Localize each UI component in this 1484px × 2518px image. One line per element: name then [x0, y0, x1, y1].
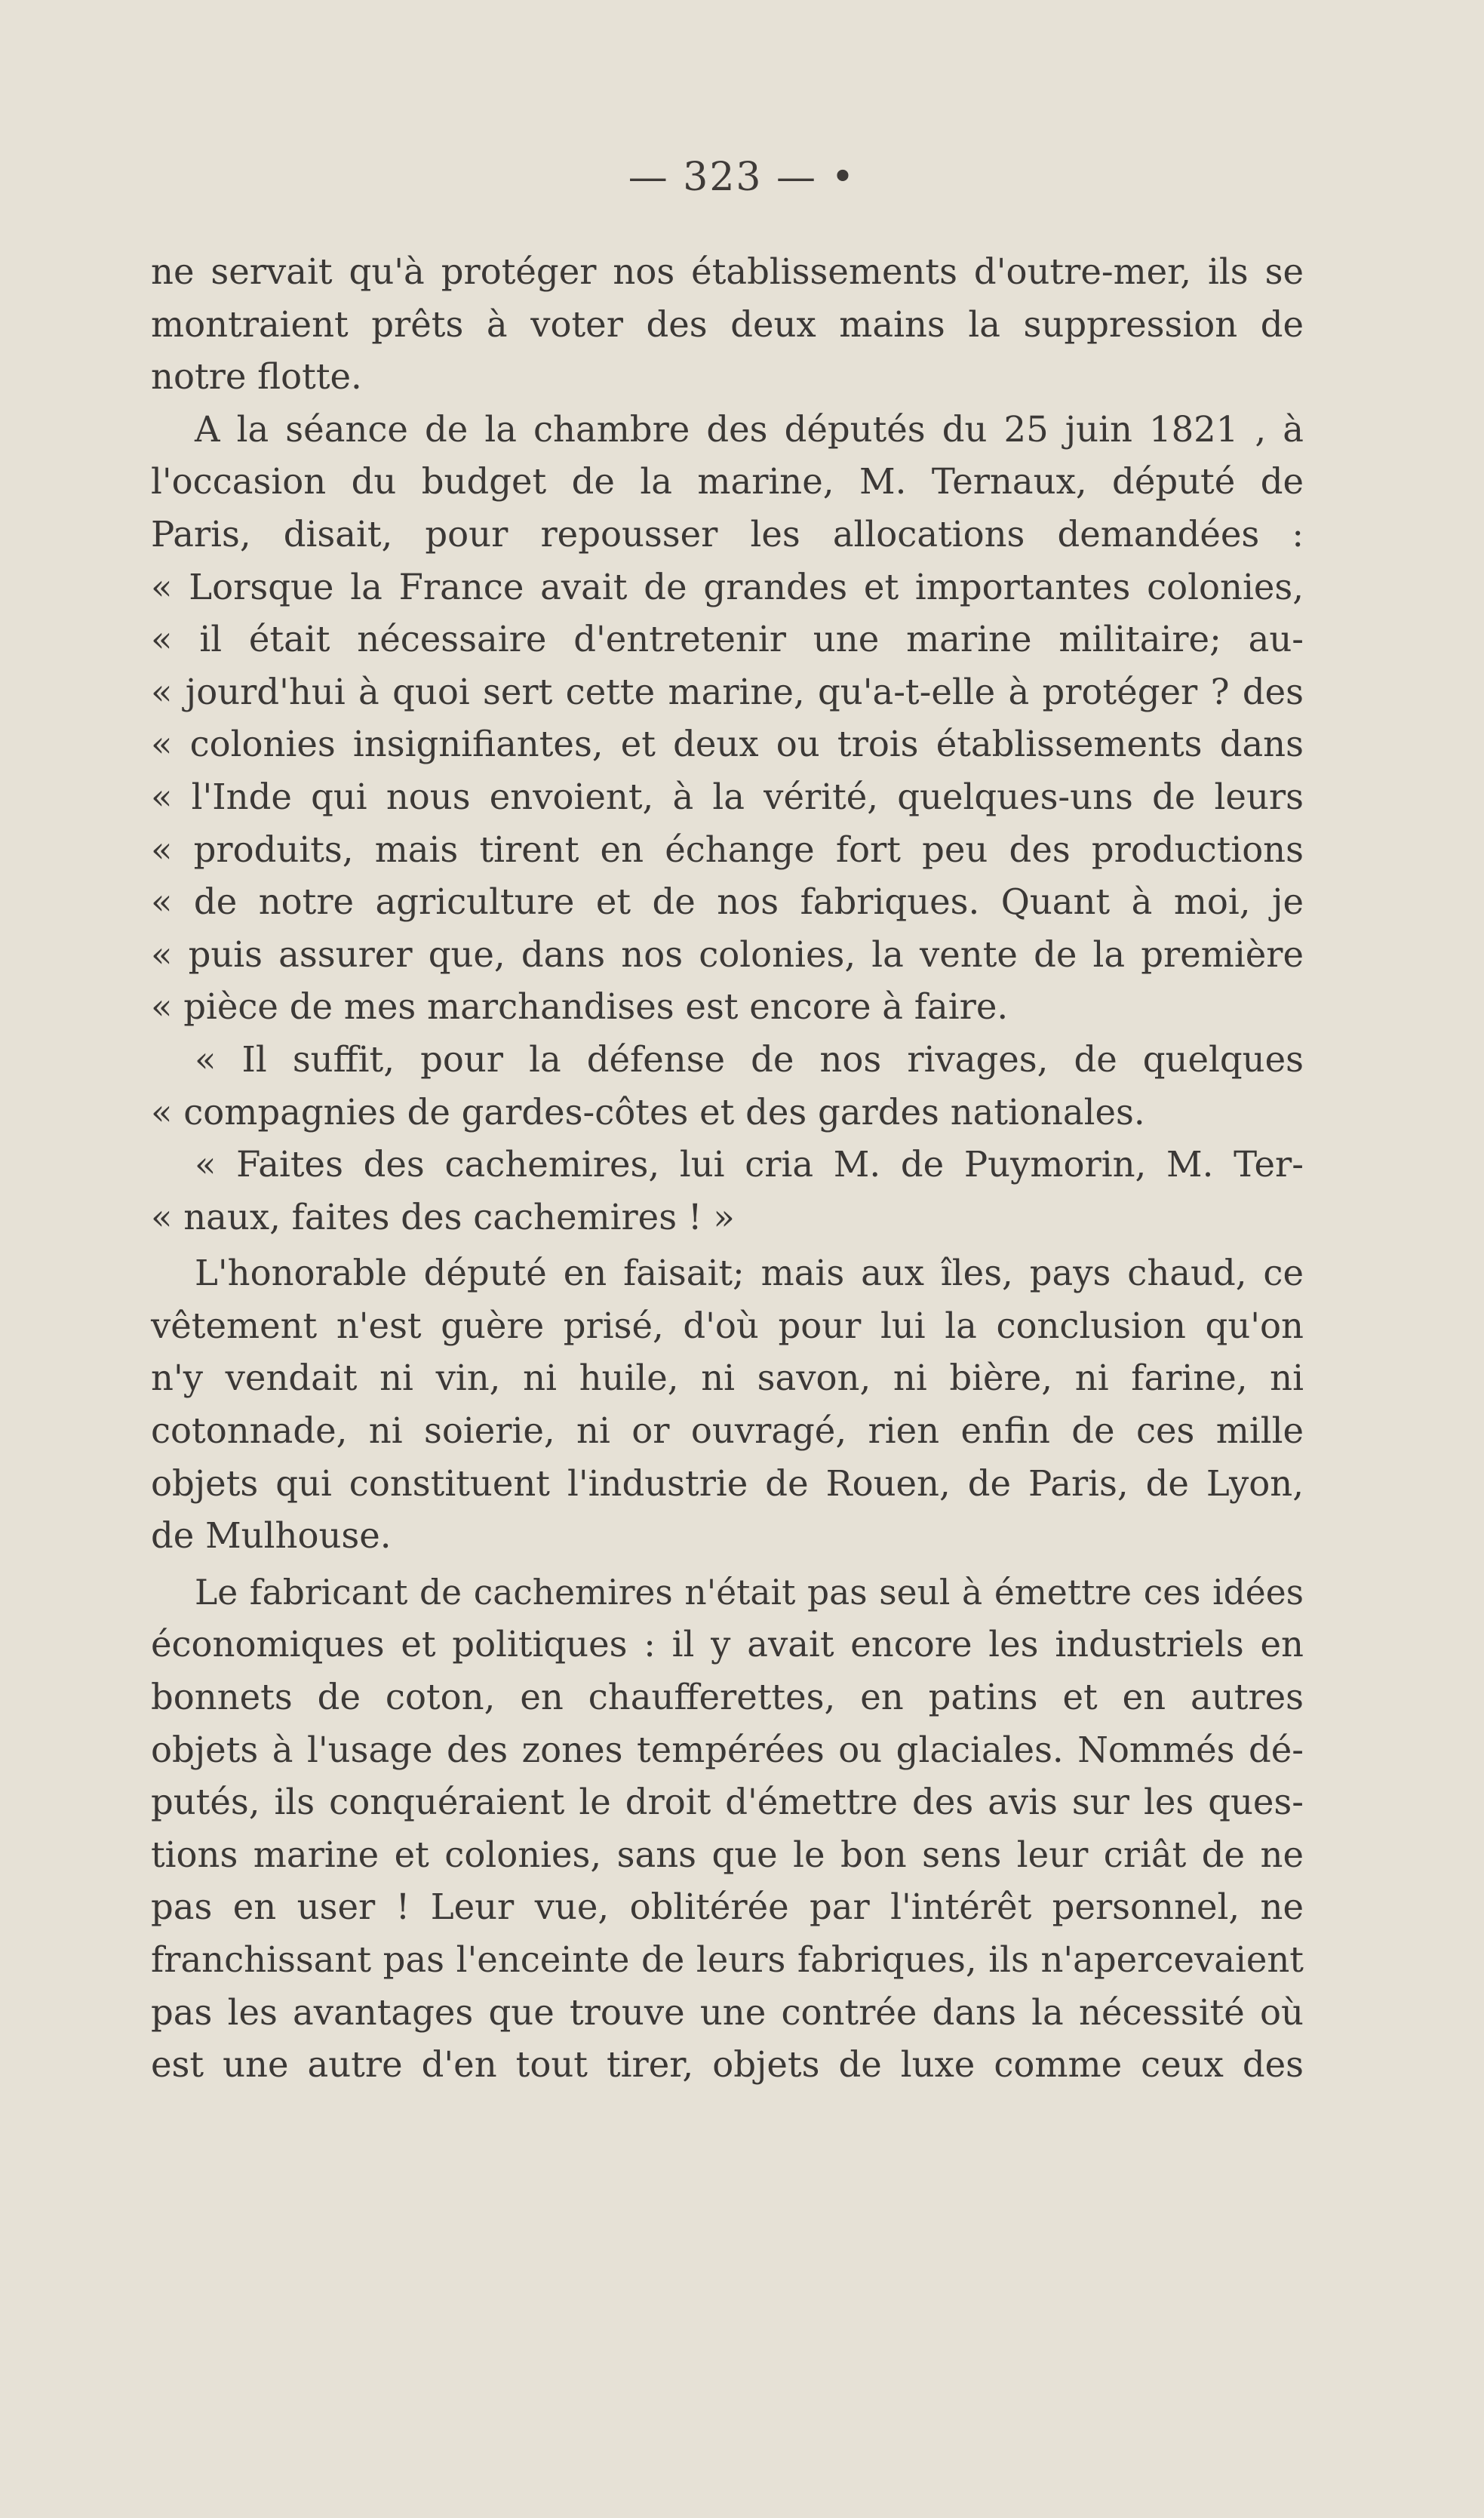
text-line: notre flotte.: [151, 356, 362, 398]
text-line: Paris, disait, pour repousser les allocations demandées :: [151, 513, 1304, 555]
text-line: putés, ils conquéraient le droit d'émettre des avis sur les ques-: [151, 1782, 1304, 1823]
text-line: cotonnade, ni soierie, ni or ouvragé, rien enfin de ces mille: [151, 1410, 1304, 1452]
text-line: pas les avantages que trouve une contrée dans la nécessité où: [151, 1991, 1304, 2033]
text-line: « Faites des cachemires, lui cria M. de Puymorin, M. Ter-: [195, 1144, 1304, 1185]
text-line: « puis assurer que, dans nos colonies, la vente de la première: [151, 933, 1304, 975]
text-line: objets à l'usage des zones tempérées ou glaciales. Nommés dé-: [151, 1729, 1304, 1770]
text-line: bonnets de coton, en chaufferettes, en patins et en autres: [151, 1677, 1304, 1718]
text-line: « de notre agriculture et de nos fabriques. Quant à moi, je: [151, 881, 1304, 923]
page-number: — 323 — •: [628, 155, 856, 200]
text-line: « pièce de mes marchandises est encore à faire.: [151, 986, 1009, 1028]
text-line: « Lorsque la France avait de grandes et importantes colonies,: [151, 566, 1304, 607]
text-line: n'y vendait ni vin, ni huile, ni savon, ni bière, ni farine, ni: [151, 1357, 1304, 1399]
text-line: « jourd'hui à quoi sert cette marine, qu'a-t-elle à protéger ? des: [151, 671, 1304, 712]
text-line: ne servait qu'à protéger nos établissements d'outre-mer, ils se: [151, 251, 1304, 292]
text-line: « naux, faites des cachemires ! »: [151, 1196, 735, 1237]
text-line: « produits, mais tirent en échange fort peu des productions: [151, 829, 1304, 870]
text-line: tions marine et colonies, sans que le bon sens leur criât de ne: [151, 1834, 1304, 1875]
text-line: A la séance de la chambre des députés du 25 juin 1821 , à: [195, 408, 1304, 450]
text-line: « compagnies de gardes-côtes et des gardes nationales.: [151, 1091, 1145, 1133]
text-line: économiques et politiques : il y avait encore les industriels en: [151, 1624, 1304, 1665]
text-line: l'occasion du budget de la marine, M. Ternaux, député de: [151, 461, 1304, 503]
text-line: de Mulhouse.: [151, 1515, 392, 1557]
body-text: [151, 246, 1304, 2092]
text-line: pas en user ! Leur vue, oblitérée par l'intérêt personnel, ne: [151, 1886, 1304, 1928]
text-line: vêtement n'est guère prisé, d'où pour lui la conclusion qu'on: [151, 1305, 1304, 1346]
text-line: est une autre d'en tout tirer, objets de luxe comme ceux des: [151, 2044, 1304, 2086]
text-line: franchissant pas l'enceinte de leurs fabriques, ils n'apercevaient: [151, 1939, 1304, 1980]
text-line: « Il suffit, pour la défense de nos rivages, de quelques: [195, 1038, 1304, 1080]
text-line: Le fabricant de cachemires n'était pas seul à émettre ces idées: [195, 1572, 1304, 1613]
text-line: montraient prêts à voter des deux mains la suppression de: [151, 303, 1304, 345]
text-line: « l'Inde qui nous envoient, à la vérité, quelques-uns de leurs: [151, 776, 1304, 817]
text-line: « il était nécessaire d'entretenir une marine militaire; au-: [151, 619, 1304, 660]
text-line: « colonies insignifiantes, et deux ou trois établissements dans: [151, 724, 1304, 765]
text-line: objets qui constituent l'industrie de Rouen, de Paris, de Lyon,: [151, 1462, 1304, 1504]
text-line: L'honorable député en faisait; mais aux îles, pays chaud, ce: [195, 1253, 1304, 1294]
